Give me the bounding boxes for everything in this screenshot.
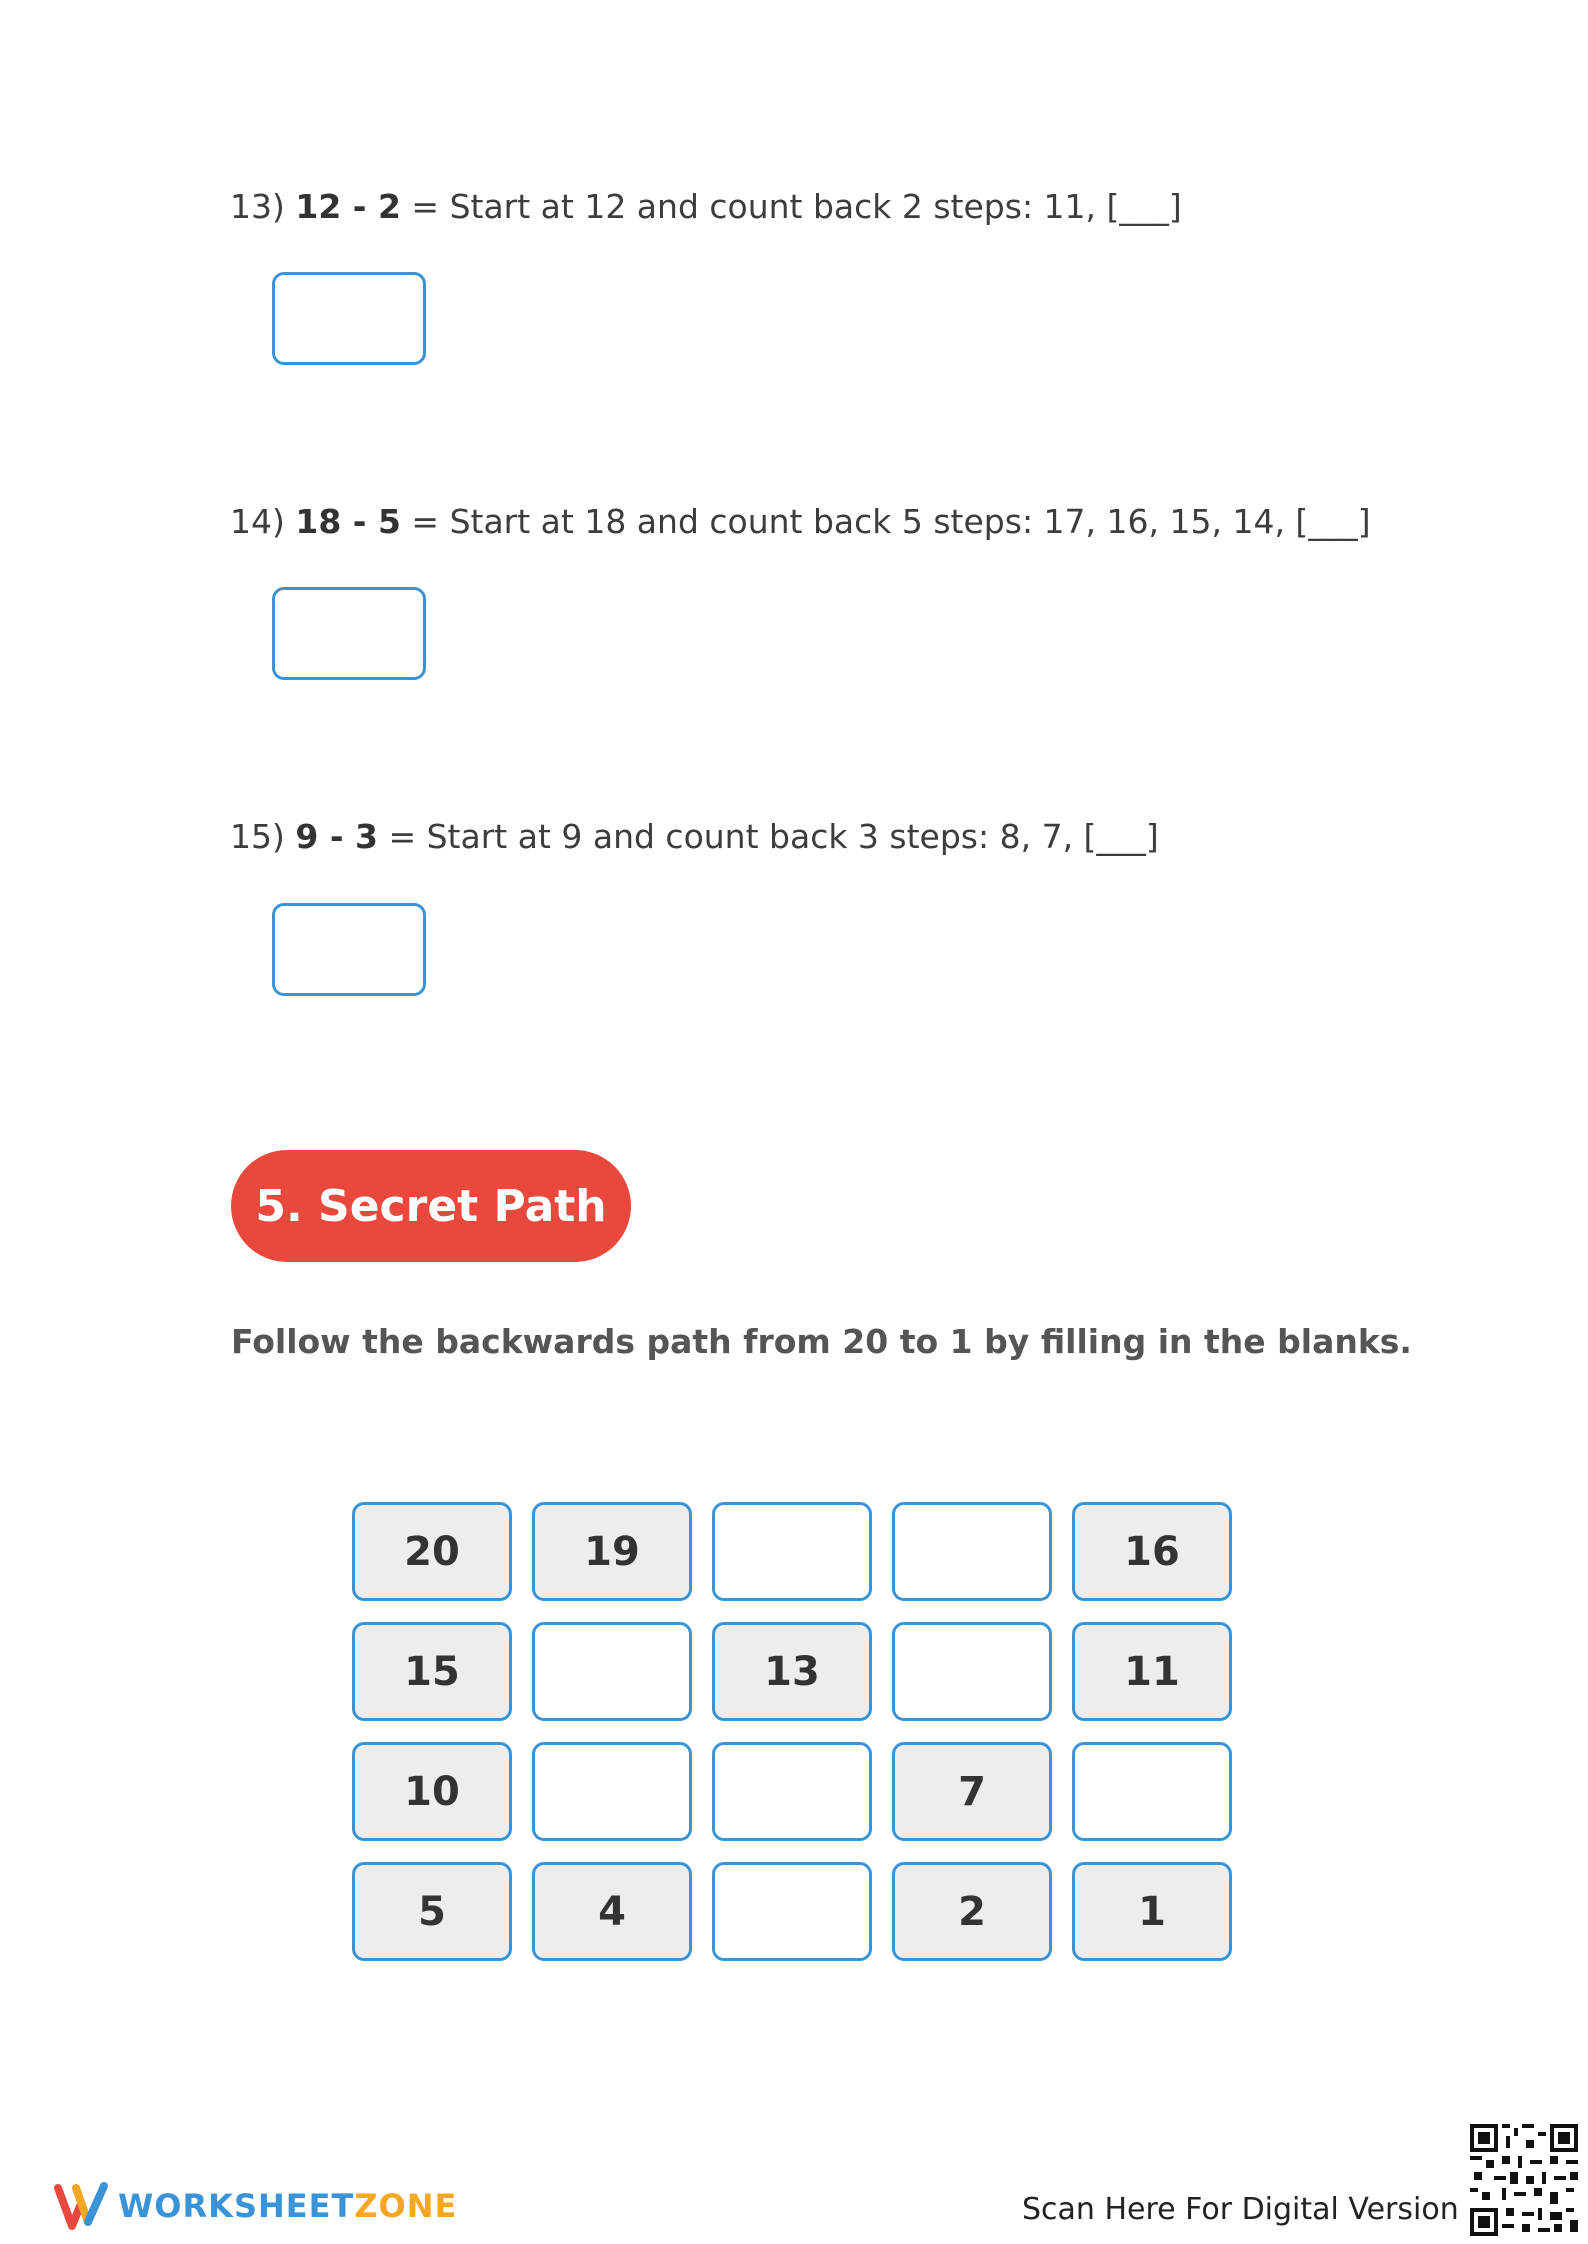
question-14	[230, 502, 1371, 541]
worksheetzone-logo-icon	[54, 2178, 110, 2234]
brand-name-part1: WORKSHEET	[118, 2187, 355, 2225]
path-number-cell: 20	[352, 1502, 512, 1601]
question-number: 13)	[230, 187, 285, 226]
path-number-cell: 19	[532, 1502, 692, 1601]
question-expression: 9 - 3	[295, 817, 378, 856]
path-blank-cell[interactable]	[532, 1742, 692, 1841]
path-number-cell: 2	[892, 1862, 1052, 1961]
question-number: 15)	[230, 817, 285, 856]
secret-path-grid	[352, 1502, 1232, 1961]
path-blank-cell[interactable]	[712, 1502, 872, 1601]
question-13	[230, 187, 1182, 226]
brand-logo	[54, 2178, 457, 2234]
path-blank-cell[interactable]	[892, 1622, 1052, 1721]
qr-code-icon[interactable]	[1470, 2124, 1578, 2236]
question-text: = Start at 9 and count back 3 steps: 8, 7, [___]	[377, 817, 1159, 856]
path-number-cell: 11	[1072, 1622, 1232, 1721]
path-number-cell: 5	[352, 1862, 512, 1961]
path-number-cell: 10	[352, 1742, 512, 1841]
question-expression: 12 - 2	[295, 187, 401, 226]
path-number-cell: 16	[1072, 1502, 1232, 1601]
question-text: = Start at 18 and count back 5 steps: 17, 16, 15, 14, [___]	[400, 502, 1371, 541]
section-instruction: Follow the backwards path from 20 to 1 by filling in the blanks.	[231, 1322, 1412, 1361]
path-number-cell: 13	[712, 1622, 872, 1721]
brand-name	[118, 2187, 457, 2225]
path-number-cell: 15	[352, 1622, 512, 1721]
brand-name-part2: ZONE	[354, 2187, 458, 2225]
path-number-cell: 7	[892, 1742, 1052, 1841]
path-blank-cell[interactable]	[1072, 1742, 1232, 1841]
question-expression: 18 - 5	[295, 502, 401, 541]
section-title: 5. Secret Path	[231, 1150, 631, 1262]
path-number-cell: 1	[1072, 1862, 1232, 1961]
answer-box-14[interactable]	[272, 587, 426, 680]
scan-text: Scan Here For Digital Version	[1022, 2192, 1459, 2227]
question-15	[230, 817, 1159, 856]
path-blank-cell[interactable]	[892, 1502, 1052, 1601]
path-blank-cell[interactable]	[712, 1862, 872, 1961]
answer-box-13[interactable]	[272, 272, 426, 365]
question-number: 14)	[230, 502, 285, 541]
question-text: = Start at 12 and count back 2 steps: 11, [___]	[400, 187, 1182, 226]
path-blank-cell[interactable]	[712, 1742, 872, 1841]
path-number-cell: 4	[532, 1862, 692, 1961]
answer-box-15[interactable]	[272, 903, 426, 996]
path-blank-cell[interactable]	[532, 1622, 692, 1721]
